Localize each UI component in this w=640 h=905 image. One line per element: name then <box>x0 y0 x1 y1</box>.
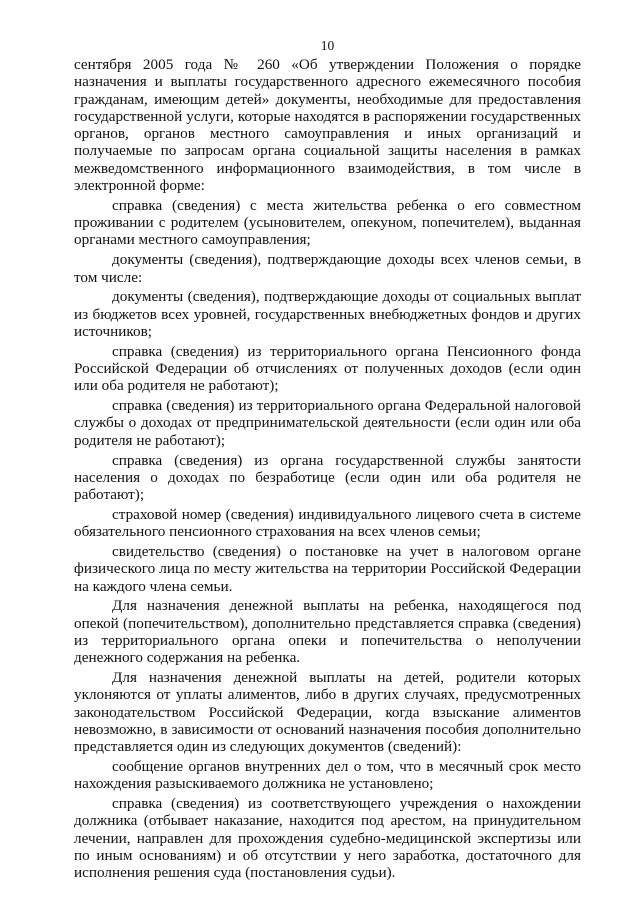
paragraph: страховой номер (сведения) индивидуального лицевого счета в системе обязательного пенсионного страхования на всех членов семьи; <box>74 505 581 541</box>
paragraph: справка (сведения) из соответствующего учреждения о нахождении должника (отбывает наказание, находится под арестом, на принудительном лечении, направлен для прохождения судебно-медицинской экспертизы или по иным основаниям) и об отсутствии у него заработка, достаточного для исполнения решения суда (постановления судьи). <box>74 795 581 882</box>
paragraph: сообщение органов внутренних дел о том, что в месячный срок место нахождения разыскиваемого должника не установлено; <box>74 758 581 793</box>
page-number: 10 <box>320 38 335 53</box>
paragraph: документы (сведения), подтверждающие доходы от социальных выплат из бюджетов всех уровней, государственных внебюджетных фондов и других источников; <box>74 288 581 340</box>
paragraph: Для назначения денежной выплаты на ребенка, находящегося под опекой (попечительством), дополнительно представляется справка (сведения) из территориального органа опеки и попечительства о неполучении денежного содержания на ребенка. <box>74 597 581 667</box>
paragraph-continuation: сентября 2005 года № 260 «Об утверждении Положения о порядке назначения и выплаты государственного адресного ежемесячного пособия гражданам, имеющим детей» документы, необходимые для предоставления государственной услуги, которые находятся в распоряжении государственных органов, органов местного самоуправления и иных организаций и получаемые по запросам органа социальной защиты населения в рамках межведомственного информационного взаимодействия, в том числе в электронной форме: <box>74 56 581 195</box>
paragraph: справка (сведения) из территориального органа Федеральной налоговой службы о доходах от предпринимательской деятельности (если один или оба родителя не работают); <box>74 397 581 449</box>
paragraph: справка (сведения) из территориального органа Пенсионного фонда Российской Федерации об отчислениях от полученных доходов (если один или оба родителя не работают); <box>74 342 581 395</box>
document-page <box>74 38 581 884</box>
paragraph: документы (сведения), подтверждающие доходы всех членов семьи, в том числе: <box>74 251 581 286</box>
paragraph: свидетельство (сведения) о постановке на учет в налоговом органе физического лица по месту жительства на территории Российской Федерации на каждого члена семьи. <box>74 543 581 595</box>
paragraph: справка (сведения) с места жительства ребенка о его совместном проживании с родителем (усыновителем, опекуном, попечителем), выданная органами местного самоуправления; <box>74 196 581 249</box>
paragraph: справка (сведения) из органа государственной службы занятости населения о доходах по безработице (если один или оба родителя не работают); <box>74 451 581 504</box>
paragraph: Для назначения денежной выплаты на детей, родители которых уклоняются от уплаты алиментов, либо в других случаях, предусмотренных законодательством Российской Федерации, когда взыскание алиментов невозможно, в зависимости от оснований назначения пособия дополнительно представляется один из следующих документов (сведений): <box>74 669 581 756</box>
